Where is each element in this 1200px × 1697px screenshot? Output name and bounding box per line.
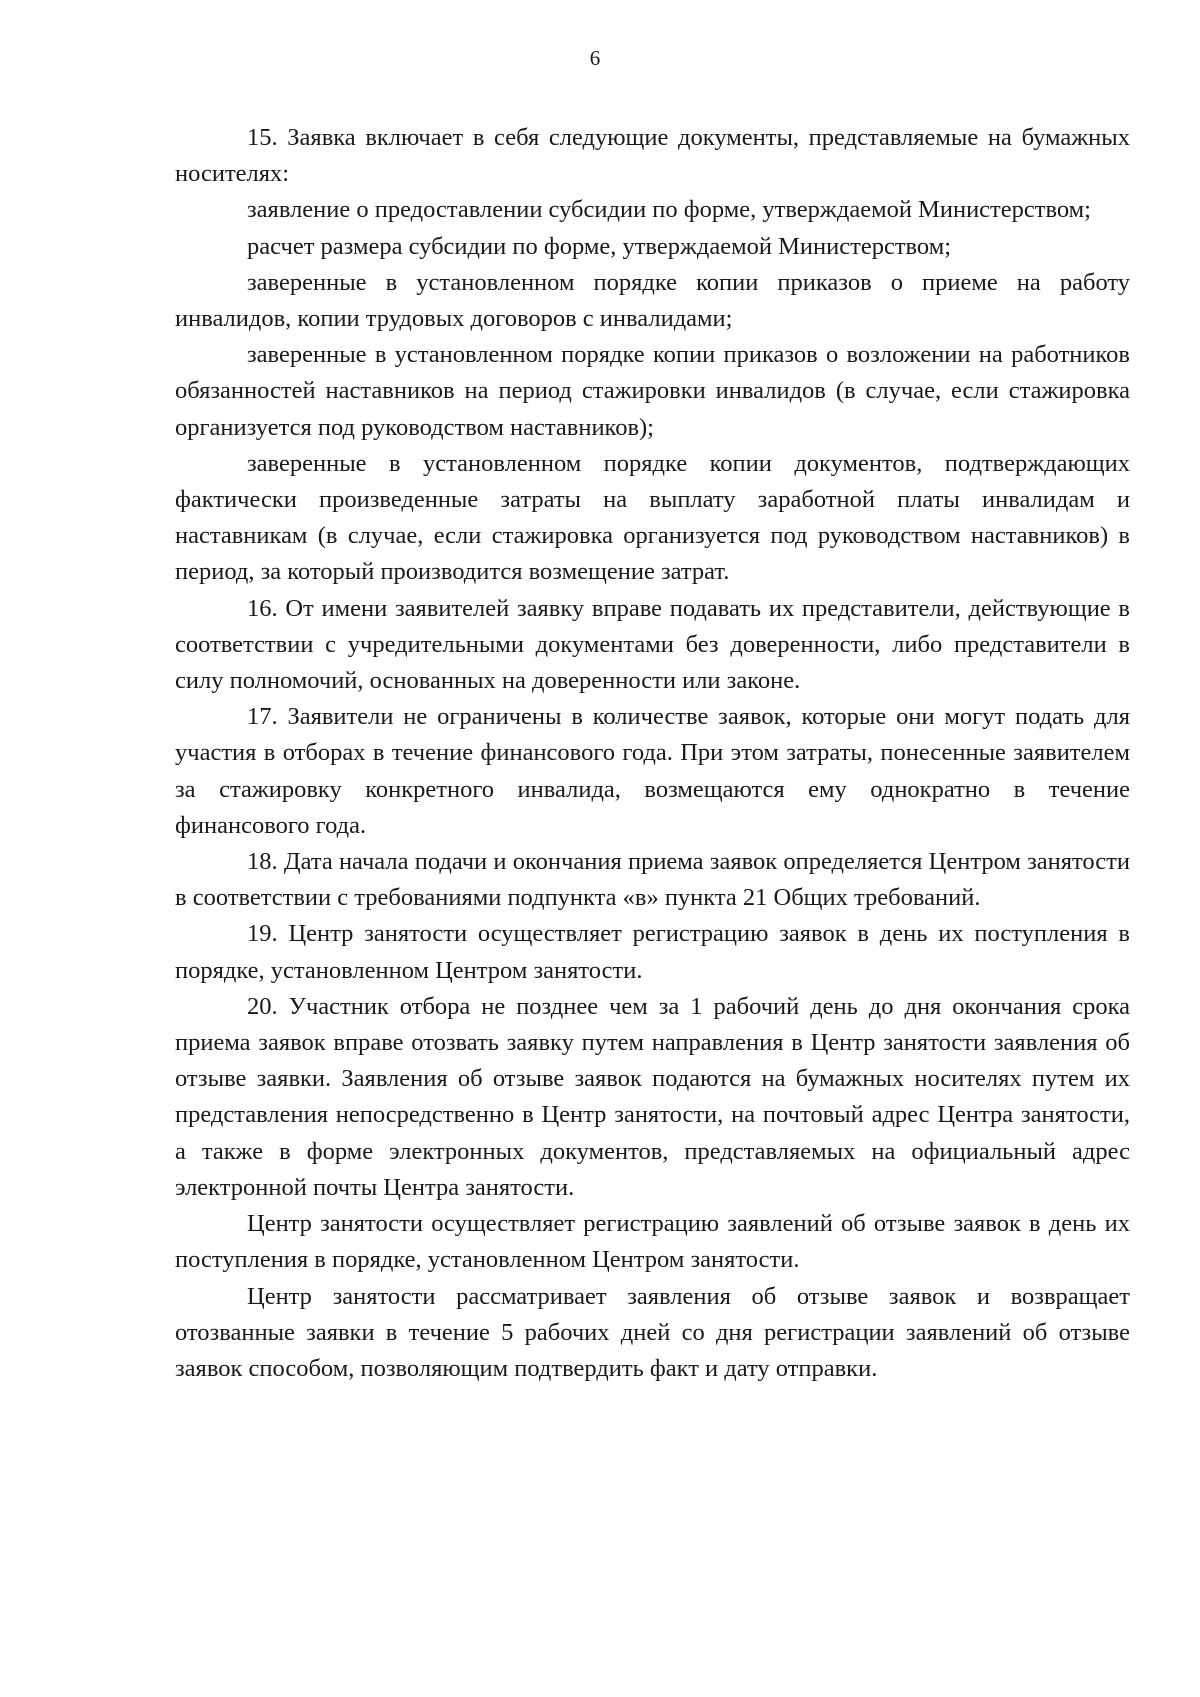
paragraph-15: 15. Заявка включает в себя следующие документы, представляемые на бумажных носителях: xyxy=(175,124,1130,188)
paragraph-20: 20. Участник отбора не позднее чем за 1 рабочий день до дня окончания срока приема заявок вправе отозвать заявку путем направления в Центр занятости заявления об отзыве заявки. Заявления об отзыве заявок подаются на бумажных носителях путем их представления непосредственно в Центр занятости, на почтовый адрес Центра занятости, а также в форме электронных документов, представляемых на официальный адрес электронной почты Центра занятости. xyxy=(175,992,1130,1201)
paragraph-18: 18. Дата начала подачи и окончания приема заявок определяется Центром занятости в соответствии с требованиями подпункта «в» пункта 21 Общих требований. xyxy=(175,848,1130,912)
list-item-subsidy-calculation: расчет размера субсидии по форме, утверждаемой Министерством; xyxy=(247,232,952,260)
paragraph-20-registration: Центр занятости осуществляет регистрацию заявлений об отзыве заявок в день их поступления в порядке, установленном Центром занятости. xyxy=(175,1210,1130,1274)
paragraph-20-return: Центр занятости рассматривает заявления об отзыве заявок и возвращает отозванные заявки в течение 5 рабочих дней со дня регистрации заявлений об отзыве заявок способом, позволяющим подтвердить факт и дату отправки. xyxy=(175,1282,1130,1382)
list-item-mentor-orders: заверенные в установленном порядке копии приказов о возложении на работников обязанностей наставников на период стажировки инвалидов (в случае, если стажировка организуется под руководством наставников); xyxy=(175,341,1130,441)
document-body xyxy=(175,120,1130,1387)
paragraph-19: 19. Центр занятости осуществляет регистрацию заявок в день их поступления в порядке, установленном Центром занятости. xyxy=(175,920,1130,984)
list-item-hiring-orders: заверенные в установленном порядке копии приказов о приеме на работу инвалидов, копии трудовых договоров с инвалидами; xyxy=(175,268,1130,333)
list-item-application-form: заявление о предоставлении субсидии по форме, утверждаемой Министерством; xyxy=(247,196,1091,224)
page-number: 6 xyxy=(589,46,601,70)
list-item-cost-documents: заверенные в установленном порядке копии документов, подтверждающих фактически произведенные затраты на выплату заработной платы инвалидам и наставникам (в случае, если стажировка организуется под руководством наставников) в период, за который производится возмещение затрат. xyxy=(175,449,1130,586)
paragraph-16: 16. От имени заявителей заявку вправе подавать их представители, действующие в соответствии с учредительными документами без доверенности, либо представители в силу полномочий, основанных на доверенности или законе. xyxy=(175,594,1130,695)
paragraph-17: 17. Заявители не ограничены в количестве заявок, которые они могут подать для участия в отборах в течение финансового года. При этом затраты, понесенные заявителем за стажировку конкретного инвалида, возмещаются ему однократно в течение финансового года. xyxy=(175,703,1130,839)
